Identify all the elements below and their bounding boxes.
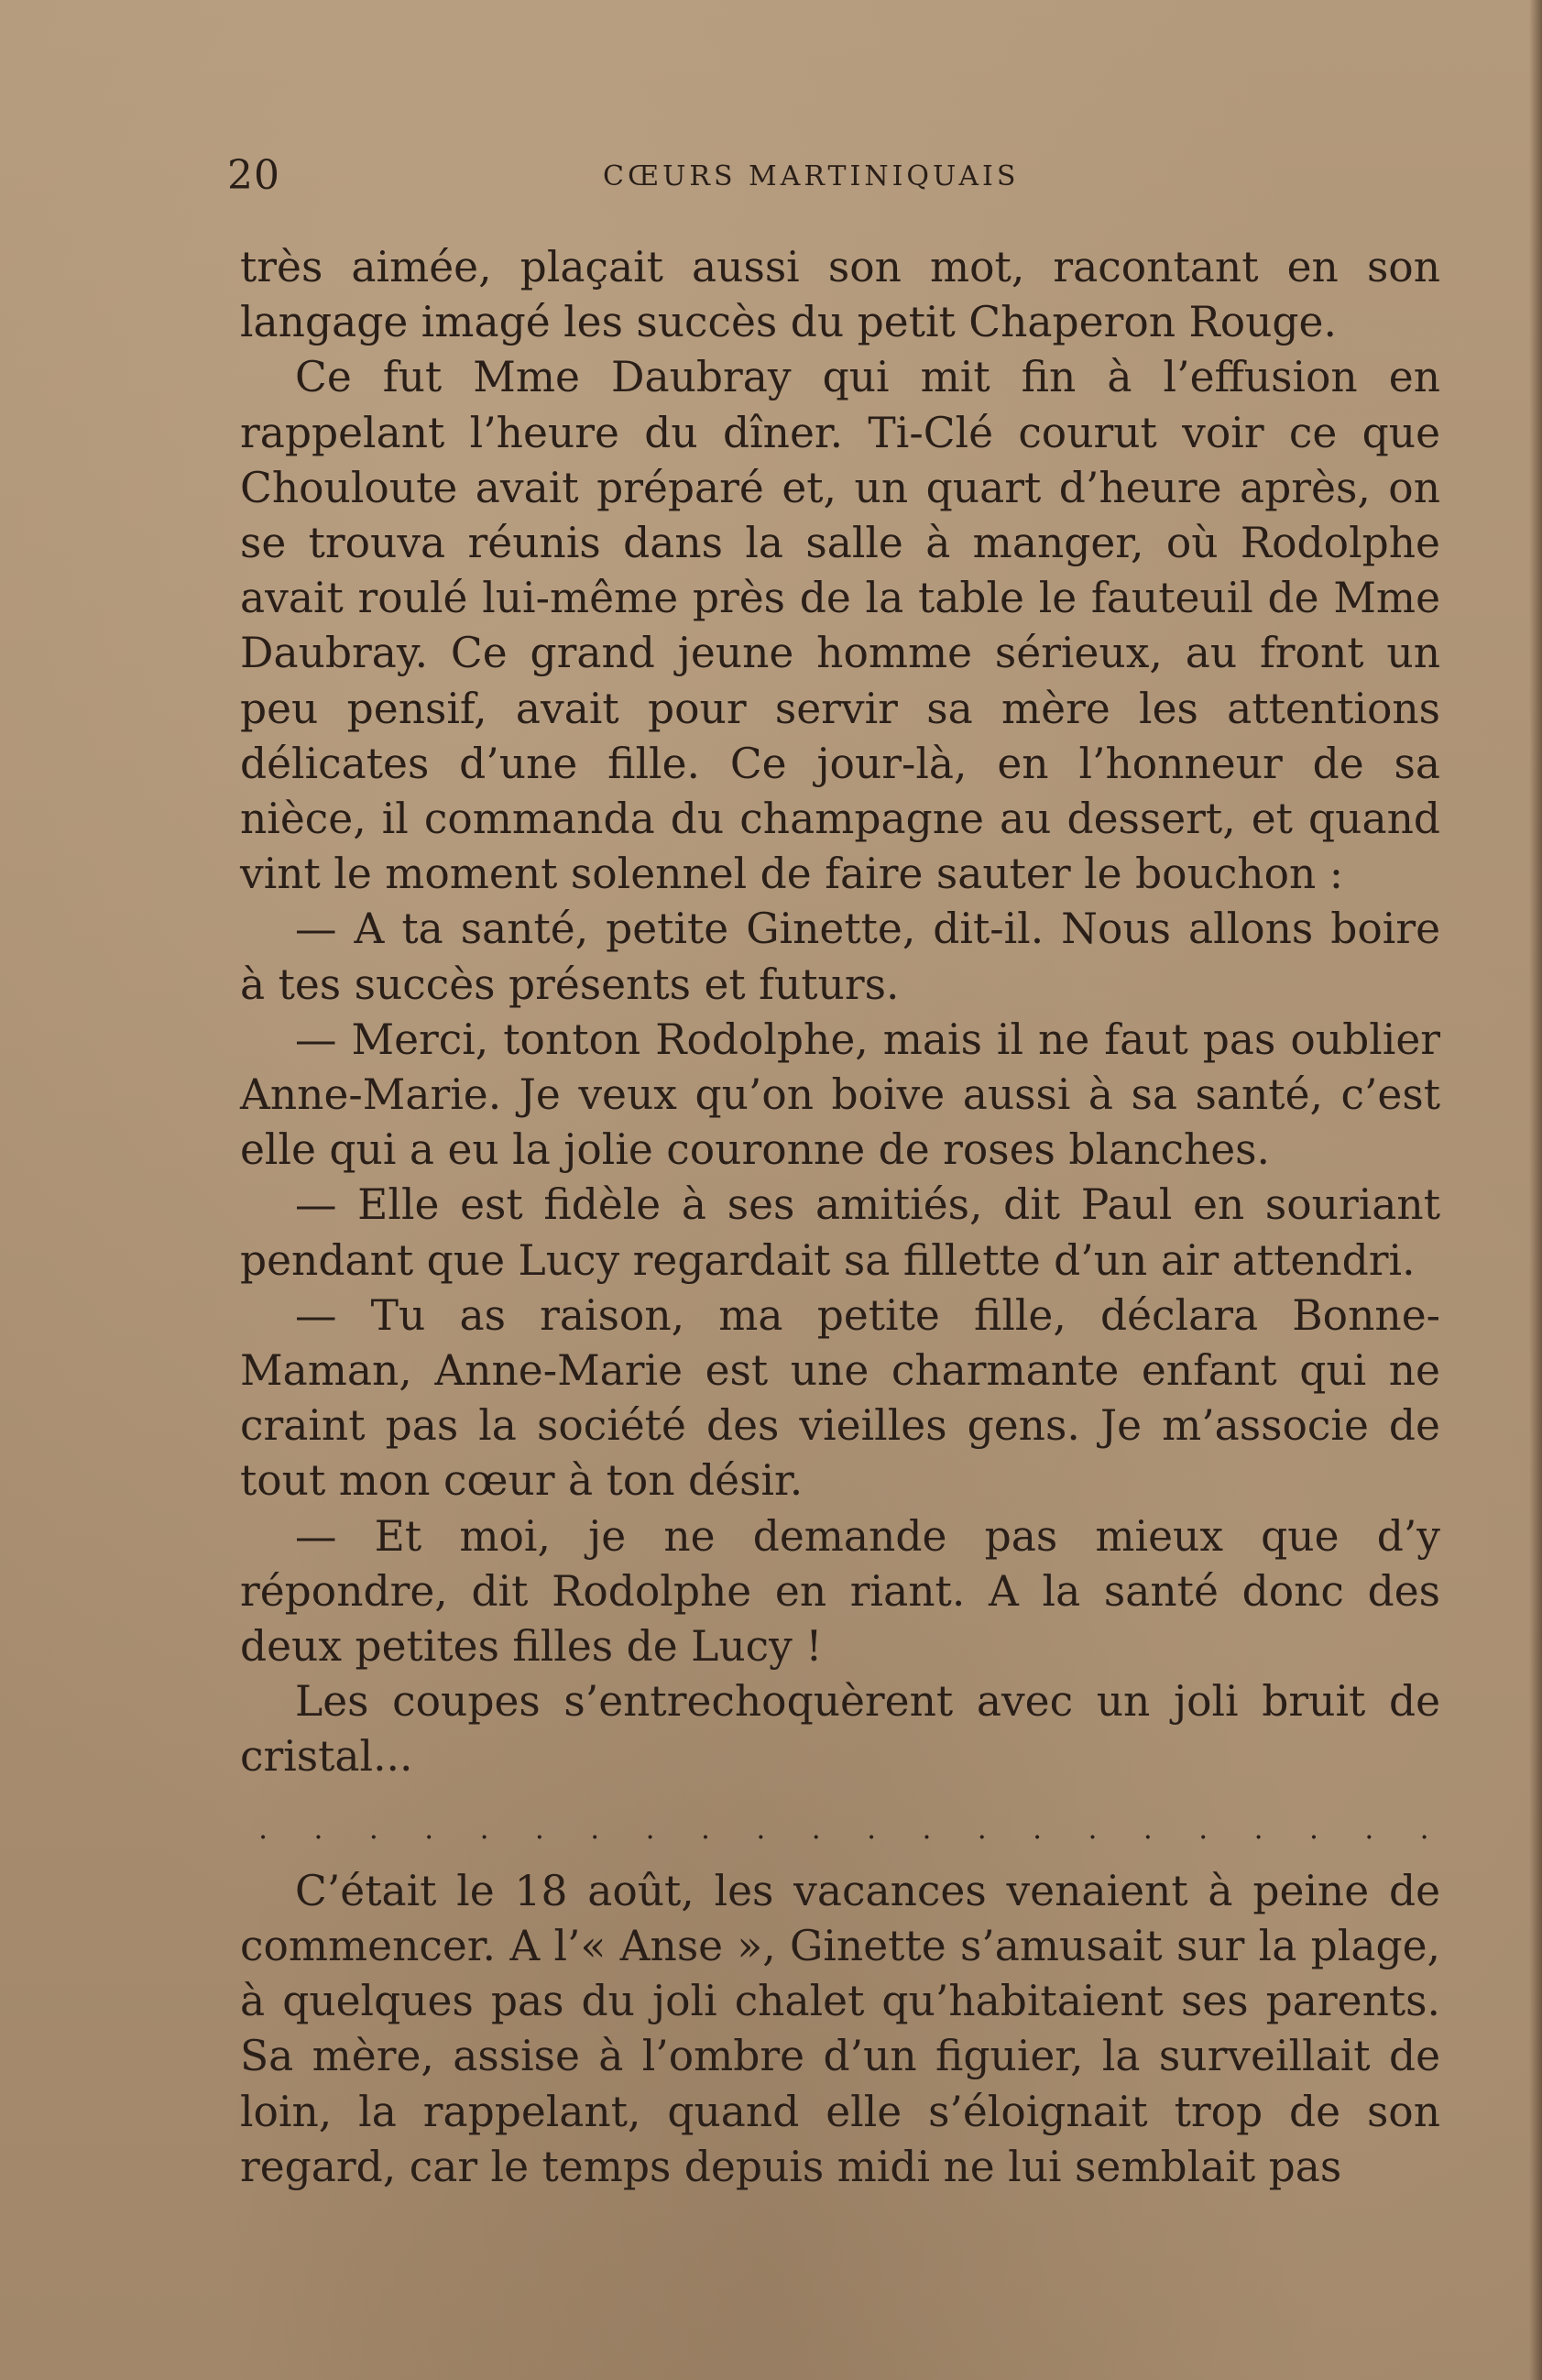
- page-number: 20: [227, 152, 280, 199]
- body-text: [240, 240, 1440, 2195]
- separator-dot: .: [258, 1810, 268, 1846]
- dialogue-paragraph: — A ta santé, petite Ginette, dit-il. Nous allons boire à tes succès présents et futurs.: [240, 905, 1440, 1009]
- separator-dot: .: [1198, 1810, 1208, 1846]
- separator-dot: .: [922, 1810, 932, 1846]
- paragraph: Les coupes s’entrechoquèrent avec un joli bruit de cristal...: [240, 1677, 1440, 1782]
- dialogue-paragraph: — Elle est fidèle à ses amitiés, dit Paul en souriant pendant que Lucy regardait sa fillette d’un air attendri.: [240, 1180, 1440, 1285]
- separator-dot: .: [313, 1810, 323, 1846]
- separator-dot: .: [1308, 1810, 1318, 1846]
- running-header: [227, 148, 1446, 203]
- separator-dot: .: [756, 1810, 766, 1846]
- separator-dot: .: [1088, 1810, 1098, 1846]
- separator-dot: .: [700, 1810, 711, 1846]
- page-edge-shadow: [1529, 0, 1542, 2380]
- dialogue-paragraph: — Merci, tonton Rodolphe, mais il ne faut pas oublier Anne-Marie. Je veux qu’on boive aussi à sa santé, c’est elle qui a eu la jolie couronne de roses blanches.: [240, 1015, 1440, 1175]
- separator-dot: .: [645, 1810, 655, 1846]
- separator-dot: .: [424, 1810, 434, 1846]
- separator-dot: .: [590, 1810, 600, 1846]
- running-title: CŒURS MARTINIQUAIS: [603, 160, 1020, 192]
- separator-dot: .: [1033, 1810, 1043, 1846]
- paragraph: Ce fut Mme Daubray qui mit fin à l’effusion en rappelant l’heure du dîner. Ti-Clé courut voir ce que Chouloute avait préparé et, un quart d’heure après, on se trouva réunis dans la salle à manger, où Rodolphe avait roulé lui-même près de la table le fauteuil de Mme Daubray. Ce grand jeune homme sérieux, au front un peu pensif, avait pour servir sa mère les attentions délicates d’une fille. Ce jour-là, en l’honneur de sa nièce, il commanda du champagne au dessert, et quand vint le moment solennel de faire sauter le bouchon :: [240, 353, 1440, 899]
- dialogue-paragraph: — Tu as raison, ma petite fille, déclara Bonne-Maman, Anne-Marie est une charmante enfant qui ne craint pas la société des vieilles gens. Je m’associe de tout mon cœur à ton désir.: [240, 1290, 1440, 1506]
- separator-dot: .: [368, 1810, 378, 1846]
- separator-dot: .: [1419, 1810, 1429, 1846]
- separator-dot: .: [1253, 1810, 1263, 1846]
- dialogue-paragraph: — Et moi, je ne demande pas mieux que d’y répondre, dit Rodolphe en riant. A la santé donc des deux petites filles de Lucy !: [240, 1511, 1440, 1672]
- separator-dot: .: [811, 1810, 821, 1846]
- separator-dot: .: [1364, 1810, 1374, 1846]
- separator-dot: .: [977, 1810, 987, 1846]
- separator-dot: .: [534, 1810, 544, 1846]
- separator-dot: .: [479, 1810, 489, 1846]
- separator-dot: .: [866, 1810, 877, 1846]
- closing-paragraph: C’était le 18 août, les vacances venaient à peine de commencer. A l’« Anse », Ginette s’amusait sur la plage, à quelques pas du joli chalet qu’habitaient ses parents. Sa mère, assise à l’ombre d’un figuier, la surveillait de loin, la rappelant, quand elle s’éloignait trop de son regard, car le temps depuis midi ne lui semblait pas: [240, 1866, 1440, 2191]
- separator-dot: .: [1143, 1810, 1153, 1846]
- paragraph-continued: très aimée, plaçait aussi son mot, racontant en son langage imagé les succès du petit Chaperon Rouge.: [240, 243, 1440, 347]
- section-separator: [240, 1800, 1440, 1857]
